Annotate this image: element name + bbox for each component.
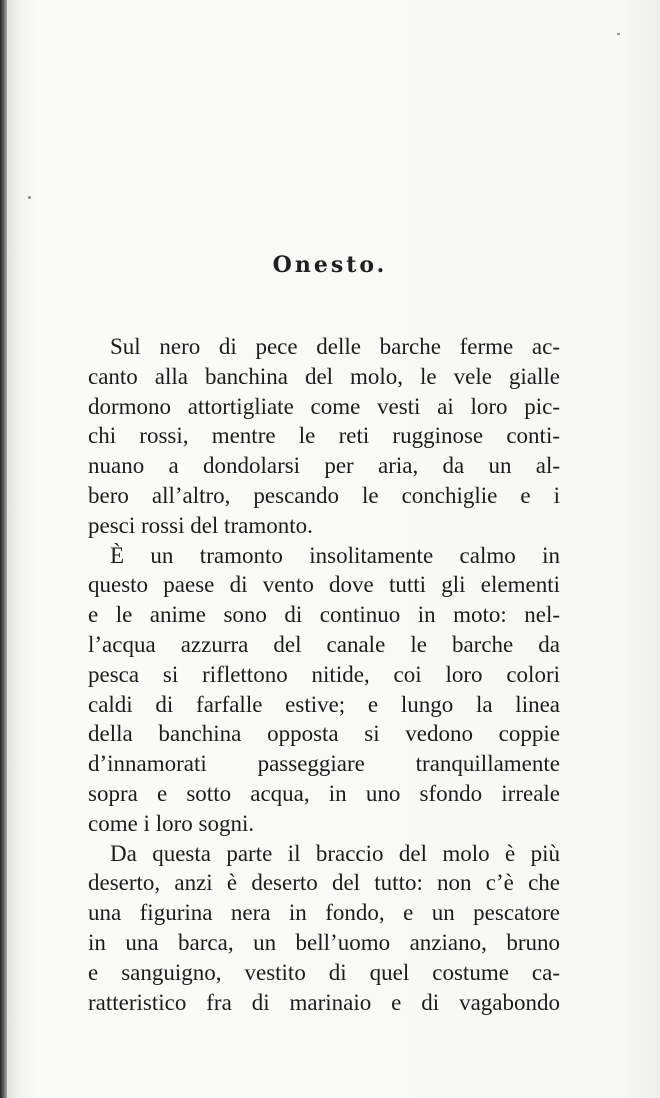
chapter-text — [88, 332, 560, 1017]
text-line: in una barca, un bell’uomo anziano, bruno — [88, 929, 560, 955]
text-line: chi rossi, mentre le reti rugginose conti- — [88, 423, 560, 449]
book-spine-shadow — [0, 0, 7, 1098]
text-line: bero all’altro, pescando le conchiglie e i — [88, 482, 560, 508]
text-line: nuano a dondolarsi per aria, da un al- — [88, 453, 560, 479]
text-line: d’innamorati passeggiare tranquillamente — [88, 751, 560, 777]
text-line: pesca si riflettono nitide, coi loro colori — [88, 661, 560, 687]
text-line: l’acqua azzurra del canale le barche da — [88, 631, 560, 657]
text-line: una figurina nera in fondo, e un pescatore — [88, 900, 560, 926]
text-line: È un tramonto insolitamente calmo in — [110, 542, 560, 568]
text-line: canto alla banchina del molo, le vele gialle — [88, 363, 560, 389]
text-line: come i loro sogni. — [88, 810, 255, 836]
paper-speck — [617, 33, 620, 35]
text-line: e le anime sono di continuo in moto: nel- — [88, 602, 560, 628]
text-line: caldi di farfalle estive; e lungo la linea — [88, 691, 560, 717]
text-line: ratteristico fra di marinaio e di vagabondo — [88, 989, 560, 1015]
text-line: sopra e sotto acqua, in uno sfondo irreale — [88, 780, 560, 806]
paper-speck — [28, 196, 31, 199]
text-line: pesci rossi del tramonto. — [88, 512, 313, 538]
text-line: Da questa parte il braccio del molo è più — [110, 840, 560, 866]
text-line: e sanguigno, vestito di quel costume ca- — [88, 959, 560, 985]
text-line: questo paese di vento dove tutti gli elementi — [88, 572, 560, 598]
text-line: Sul nero di pece delle barche ferme ac- — [110, 334, 560, 359]
chapter-title: Onesto. — [272, 252, 388, 278]
text-line: della banchina opposta si vedono coppie — [88, 721, 560, 747]
text-line: dormono attortigliate come vesti ai loro pic- — [88, 393, 560, 419]
text-line: deserto, anzi è deserto del tutto: non c’è che — [88, 870, 560, 896]
